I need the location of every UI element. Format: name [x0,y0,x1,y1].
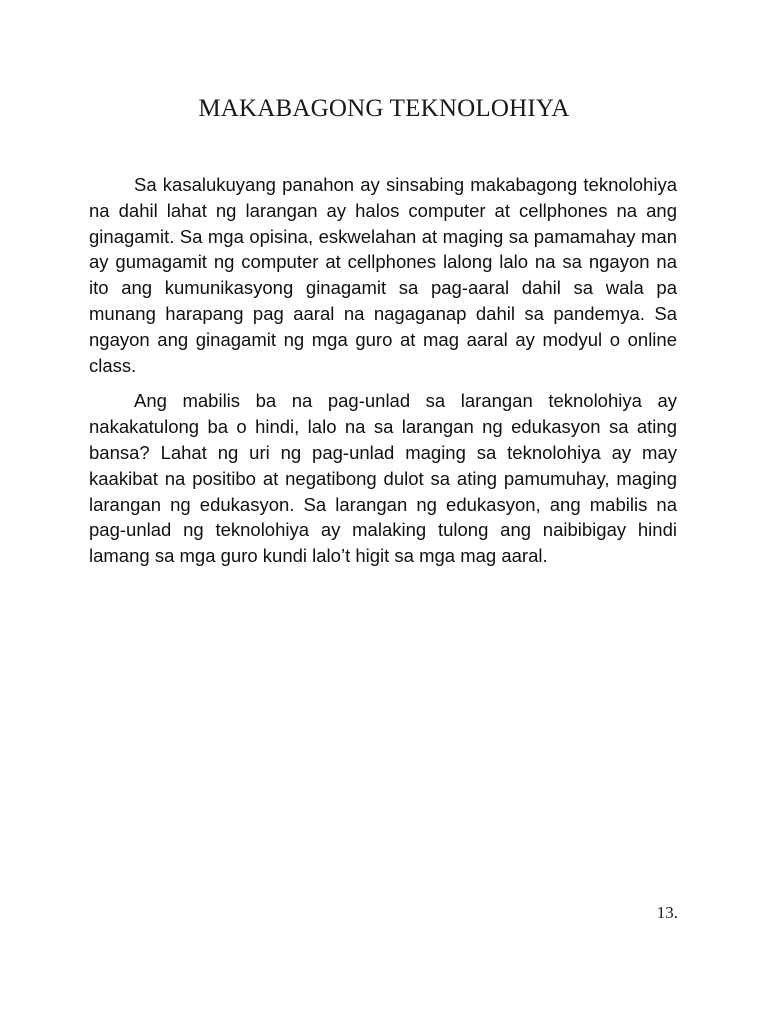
page-number: 13. [656,903,678,922]
paragraph-1: Sa kasalukuyang panahon ay sinsabing makabagong teknolohiya na dahil lahat ng larangan ay halos computer at cellphones na ang ginagamit. Sa mga opisina, eskwelahan at maging sa pamamahay man ay gumagamit ng computer at cellphones lalong lalo na sa ngayon na ito ang kumunikasyong ginagamit sa pag-aaral dahil sa wala pa munang harapang pag aaral na nagaganap dahil sa pandemya. Sa ngayon ang ginagamit ng mga guro at mag aaral ay modyul o online class. [89,174,677,376]
page-title: MAKABAGONG TEKNOLOHIYA [198,95,570,122]
paragraph-2: Ang mabilis ba na pag-unlad sa larangan teknolohiya ay nakakatulong ba o hindi, lalo na sa larangan ng edukasyon sa ating bansa? Lahat ng uri ng pag-unlad maging sa teknolohiya ay may kaakibat na positibo at negatibong dulot sa ating pamumuhay, maging larangan ng edukasyon. Sa larangan ng edukasyon, ang mabilis na pag-unlad ng teknolohiya ay malaking tulong ang naibibigay hindi lamang sa mga guro kundi lalo’t higit sa mga mag aaral. [89,390,677,567]
body-text [89,172,677,579]
